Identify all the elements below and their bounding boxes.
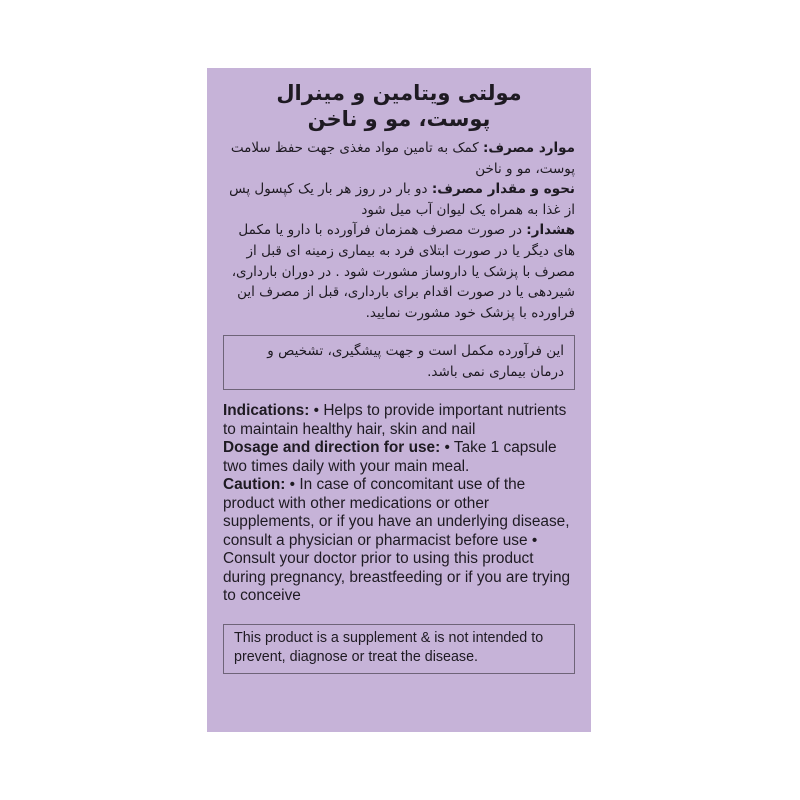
en-caution-text: • In case of concomitant use of the product with other medications or other supplements, or if you have an underlying disease, consult a physician or pharmacist before use • Consult your doctor prior to using this product during pregnancy, breastfeeding or if you are trying to conceive <box>223 476 571 605</box>
en-indications-text: • Helps to provide important nutrients to maintain healthy hair, skin and nail <box>223 402 567 438</box>
english-instructions <box>223 402 575 606</box>
persian-instructions <box>223 138 575 323</box>
fa-caution-text: در صورت مصرف همزمان فرآورده با دارو یا مکمل های دیگر یا در صورت ابتلای فرد به بیماری زمینه ای قبل از مصرف با پزشک یا داروساز مشورت شود . در دوران بارداری، شیردهی یا در صورت اقدام برای بارداری، قبل از مصرف این فراورده با پزشک خود مشورت نمایید. <box>231 222 575 321</box>
fa-caution-label: هشدار: <box>526 222 575 239</box>
en-disclaimer: This product is a supplement & is not intended to prevent, diagnose or treat the disease. <box>234 629 544 665</box>
product-label <box>207 68 591 732</box>
persian-disclaimer-box <box>223 335 575 390</box>
title-line-2: پوست، مو و ناخن <box>307 107 491 131</box>
fa-dosage-text: دو بار در روز هر بار یک کپسول پس از غذا به همراه یک لیوان آب میل شود <box>229 181 575 218</box>
en-dosage-text: • Take 1 capsule two times daily with your main meal. <box>223 439 557 475</box>
en-dosage-label: Dosage and direction for use: <box>223 439 441 457</box>
title-line-1: مولتی ویتامین و مینرال <box>276 81 522 105</box>
en-indications-label: Indications: <box>223 402 310 420</box>
persian-title <box>223 80 575 132</box>
fa-indications-text: کمک به تامین مواد مغذی جهت حفظ سلامت پوست، مو و ناخن <box>230 140 575 177</box>
fa-dosage-label: نحوه و مقدار مصرف: <box>431 181 575 198</box>
fa-disclaimer: این فرآورده مکمل است و جهت پیشگیری، تشخیص و درمان بیماری نمی باشد. <box>267 343 564 381</box>
fa-indications-label: موارد مصرف: <box>483 140 575 156</box>
english-disclaimer-box <box>223 624 575 674</box>
en-caution-label: Caution: <box>223 476 286 494</box>
